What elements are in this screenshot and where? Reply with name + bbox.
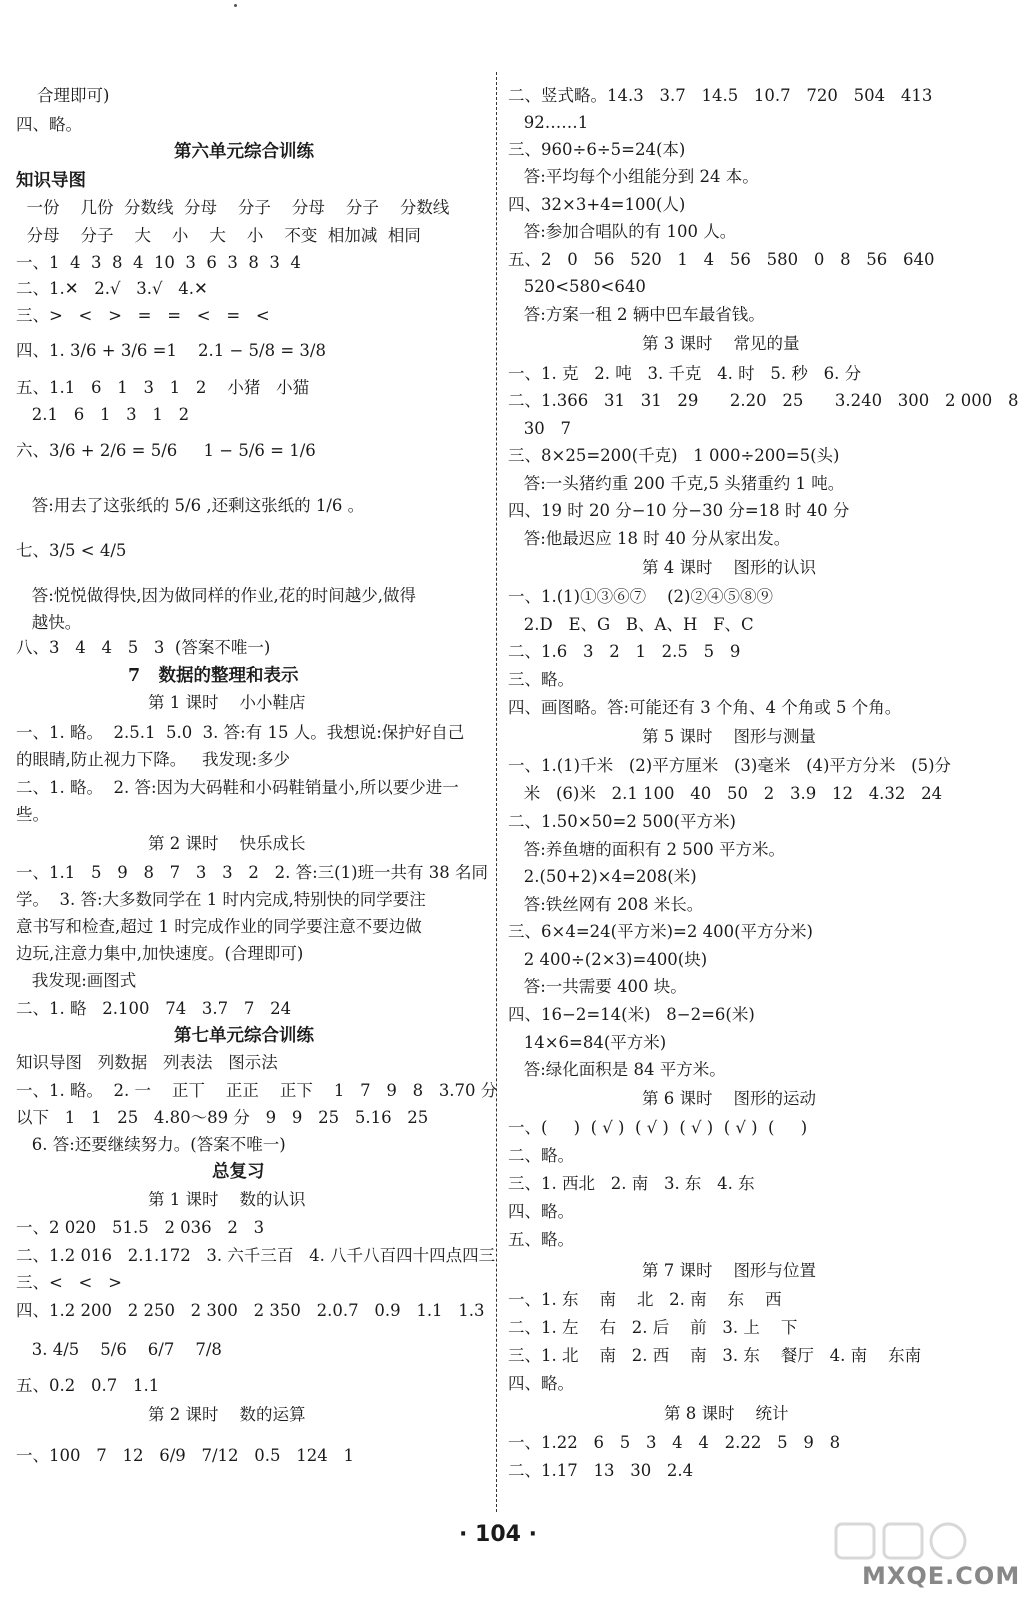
answer-line: 二、略。 <box>508 1146 574 1165</box>
answer-line: 2.(50+2)×4=208(米) <box>508 867 697 886</box>
answer-line: 一份 几份 分数线 分母 分子 分母 分子 分数线 <box>16 198 450 217</box>
answer-line: 一、1. 克 2. 吨 3. 千克 4. 时 5. 秒 6. 分 <box>508 364 862 383</box>
answer-line: 越快。 <box>16 613 82 632</box>
column-divider <box>496 72 497 1512</box>
answer-line: 一、1.(1)千米 (2)平方厘米 (3)毫米 (4)平方分米 (5)分 <box>508 756 952 775</box>
section-heading: 知识导图 <box>16 171 86 191</box>
answer-line: 五、略。 <box>508 1230 574 1249</box>
answer-line: 三、960÷6÷5=24(本) <box>508 140 686 159</box>
answer-line: 三、略。 <box>508 670 574 689</box>
answer-line: 一、1.(1)①③⑥⑦ (2)②④⑤⑧⑨ <box>508 587 773 606</box>
answer-line: 二、1.17 13 30 2.4 <box>508 1461 694 1480</box>
answer-line: 一、2 020 51.5 2 036 2 3 <box>16 1218 265 1237</box>
answer-line: 的眼睛,防止视力下降。 我发现:多少 <box>16 750 291 769</box>
answer-line: 第 5 课时 图形与测量 <box>642 727 816 746</box>
watermark-text: MXQE.COM <box>862 1562 1020 1590</box>
answer-line: 答:平均每个小组能分到 24 本。 <box>508 167 759 186</box>
answer-line: 答:他最迟应 18 时 40 分从家出发。 <box>508 529 791 548</box>
answer-line: 二、1.6 3 2 1 2.5 5 9 <box>508 642 741 661</box>
answer-line: 以下 1 1 25 4.80～89 分 9 9 25 5.16 25 <box>16 1108 429 1127</box>
answer-line: 知识导图 列数据 列表法 图示法 <box>16 1053 278 1072</box>
answer-line: 三、8×25=200(千克) 1 000÷200=5(头) <box>508 446 840 465</box>
answer-line: 一、100 7 12 6/9 7/12 0.5 124 1 <box>16 1446 354 1465</box>
answer-line: 三、6×4=24(平方米)=2 400(平方分米) <box>508 922 813 941</box>
answer-line: 意书写和检查,超过 1 时完成作业的同学要注意不要边做 <box>16 917 422 936</box>
answer-line: 三、> < > = = < = < <box>16 306 270 325</box>
answer-line: 30 7 <box>508 419 571 438</box>
answer-line: 四、1. 3/6 + 3/6 =1 2.1 − 5/8 = 3/8 <box>16 341 326 360</box>
answer-line: 七、3/5 < 4/5 <box>16 541 127 560</box>
answer-line: 一、1. 略。 2.5.1 5.0 3. 答:有 15 人。我想说:保护好自己 <box>16 723 465 742</box>
answer-line: 14×6=84(平方米) <box>508 1033 667 1052</box>
answer-line: 第 8 课时 统计 <box>664 1404 789 1423</box>
answer-line: 米 (6)米 2.1 100 40 50 2 3.9 12 4.32 24 <box>508 784 943 803</box>
answer-line: 答:绿化面积是 84 平方米。 <box>508 1060 726 1079</box>
answer-line: 二、1.366 31 31 29 2.20 25 3.240 300 2 000 8 <box>508 391 1019 410</box>
answer-line: 3. 4/5 5/6 6/7 7/8 <box>16 1340 222 1359</box>
section-heading: 总复习 <box>212 1162 265 1182</box>
answer-line: 第 4 课时 图形的认识 <box>642 558 816 577</box>
answer-line: 三、1. 西北 2. 南 3. 东 4. 东 <box>508 1174 755 1193</box>
answer-line: 答:参加合唱队的有 100 人。 <box>508 222 737 241</box>
answer-line: 四、1.2 200 2 250 2 300 2 350 2.0.7 0.9 1.1 1.3 <box>16 1301 485 1320</box>
answer-line: 一、1. 东 南 北 2. 南 东 西 <box>508 1290 782 1309</box>
answer-line: 答:一共需要 400 块。 <box>508 977 687 996</box>
answer-line: 第 6 课时 图形的运动 <box>642 1089 816 1108</box>
answer-line: 四、略。 <box>508 1374 574 1393</box>
answer-line: 520<580<640 <box>508 277 646 296</box>
answer-line: 答:一头猪约重 200 千克,5 头猪重约 1 吨。 <box>508 474 845 493</box>
answer-line: 一、( ) ( √ ) ( √ ) ( √ ) ( √ ) ( ) <box>508 1118 808 1137</box>
answer-line: 八、3 4 4 5 3 (答案不唯一) <box>16 638 271 657</box>
answer-line: 2.1 6 1 3 1 2 <box>16 405 190 424</box>
answer-line: 六、3/6 + 2/6 = 5/6 1 − 5/6 = 1/6 <box>16 441 316 460</box>
answer-line: 第 3 课时 常见的量 <box>642 334 800 353</box>
answer-line: 四、略。 <box>508 1202 574 1221</box>
page-number: · 104 · <box>459 1522 537 1547</box>
answer-line: 第 2 课时 快乐成长 <box>148 834 306 853</box>
answer-line: 五、1.1 6 1 3 1 2 小猪 小猫 <box>16 378 310 397</box>
answer-line: 一、1. 略。 2. 一 正丅 正正 正下 1 7 9 8 3.70 分 <box>16 1081 498 1100</box>
answer-line: 五、2 0 56 520 1 4 56 580 0 8 56 640 <box>508 250 935 269</box>
answer-line: 四、32×3+4=100(人) <box>508 195 686 214</box>
answer-line: 二、1.✕ 2.√ 3.√ 4.✕ <box>16 279 208 298</box>
answer-line: 二、竖式略。14.3 3.7 14.5 10.7 720 504 413 <box>508 86 933 105</box>
answer-line: 答:悦悦做得快,因为做同样的作业,花的时间越少,做得 <box>16 586 417 605</box>
answer-line: 三、< < > <box>16 1273 122 1292</box>
answer-line: 2.D E、G B、A、H F、C <box>508 615 754 634</box>
answer-line: 2 400÷(2×3)=400(块) <box>508 950 708 969</box>
answer-line: 第 1 课时 小小鞋店 <box>148 693 306 712</box>
section-heading: 7 数据的整理和表示 <box>128 666 299 686</box>
answer-line: 四、16−2=14(米) 8−2=6(米) <box>508 1005 755 1024</box>
answer-line: 6. 答:还要继续努力。(答案不唯一) <box>16 1135 286 1154</box>
answer-line: 四、画图略。答:可能还有 3 个角、4 个角或 5 个角。 <box>508 698 902 717</box>
answer-line: 边玩,注意力集中,加快速度。(合理即可) <box>16 944 304 963</box>
answer-line: 我发现:画图式 <box>16 971 137 990</box>
answer-line: 答:用去了这张纸的 5/6 ,还剩这张纸的 1/6 。 <box>16 496 365 515</box>
answer-line: 答:方案一租 2 辆中巴车最省钱。 <box>508 305 765 324</box>
answer-line: 学。 3. 答:大多数同学在 1 时内完成,特别快的同学要注 <box>16 890 426 909</box>
answer-line: 一、1.1 5 9 8 7 3 3 2 2. 答:三(1)班一共有 38 名同 <box>16 863 489 882</box>
answer-line: 五、0.2 0.7 1.1 <box>16 1376 160 1395</box>
answer-line: 四、19 时 20 分−10 分−30 分=18 时 40 分 <box>508 501 850 520</box>
answer-line: 合理即可) <box>16 86 110 105</box>
section-heading: 第六单元综合训练 <box>174 142 314 162</box>
section-heading: 第七单元综合训练 <box>174 1026 314 1046</box>
answer-line: 四、略。 <box>16 115 82 134</box>
answer-line: 二、1.50×50=2 500(平方米) <box>508 812 736 831</box>
answer-line: 二、1.2 016 2.1.172 3. 六千三百 4. 八千八百四十四点四三 <box>16 1246 496 1265</box>
answer-line: 第 7 课时 图形与位置 <box>642 1261 816 1280</box>
answer-line: 92……1 <box>508 113 589 132</box>
answer-line: 一、1.22 6 5 3 4 4 2.22 5 9 8 <box>508 1433 841 1452</box>
speck-mark <box>234 4 237 7</box>
answer-line: 答:养鱼塘的面积有 2 500 平方米。 <box>508 840 786 859</box>
answer-line: 一、1 4 3 8 4 10 3 6 3 8 3 4 <box>16 253 301 272</box>
answer-line: 二、1. 略 2.100 74 3.7 7 24 <box>16 999 292 1018</box>
answer-line: 答:铁丝网有 208 米长。 <box>508 895 704 914</box>
answer-line: 二、1. 左 右 2. 后 前 3. 上 下 <box>508 1318 798 1337</box>
answer-line: 些。 <box>16 805 49 824</box>
answer-line: 分母 分子 大 小 大 小 不变 相加减 相同 <box>16 226 421 245</box>
answer-line: 三、1. 北 南 2. 西 南 3. 东 餐厅 4. 南 东南 <box>508 1346 922 1365</box>
answer-line: 第 2 课时 数的运算 <box>148 1405 306 1424</box>
answer-line: 二、1. 略。 2. 答:因为大码鞋和小码鞋销量小,所以要少进一 <box>16 778 459 797</box>
answer-line: 第 1 课时 数的认识 <box>148 1190 306 1209</box>
